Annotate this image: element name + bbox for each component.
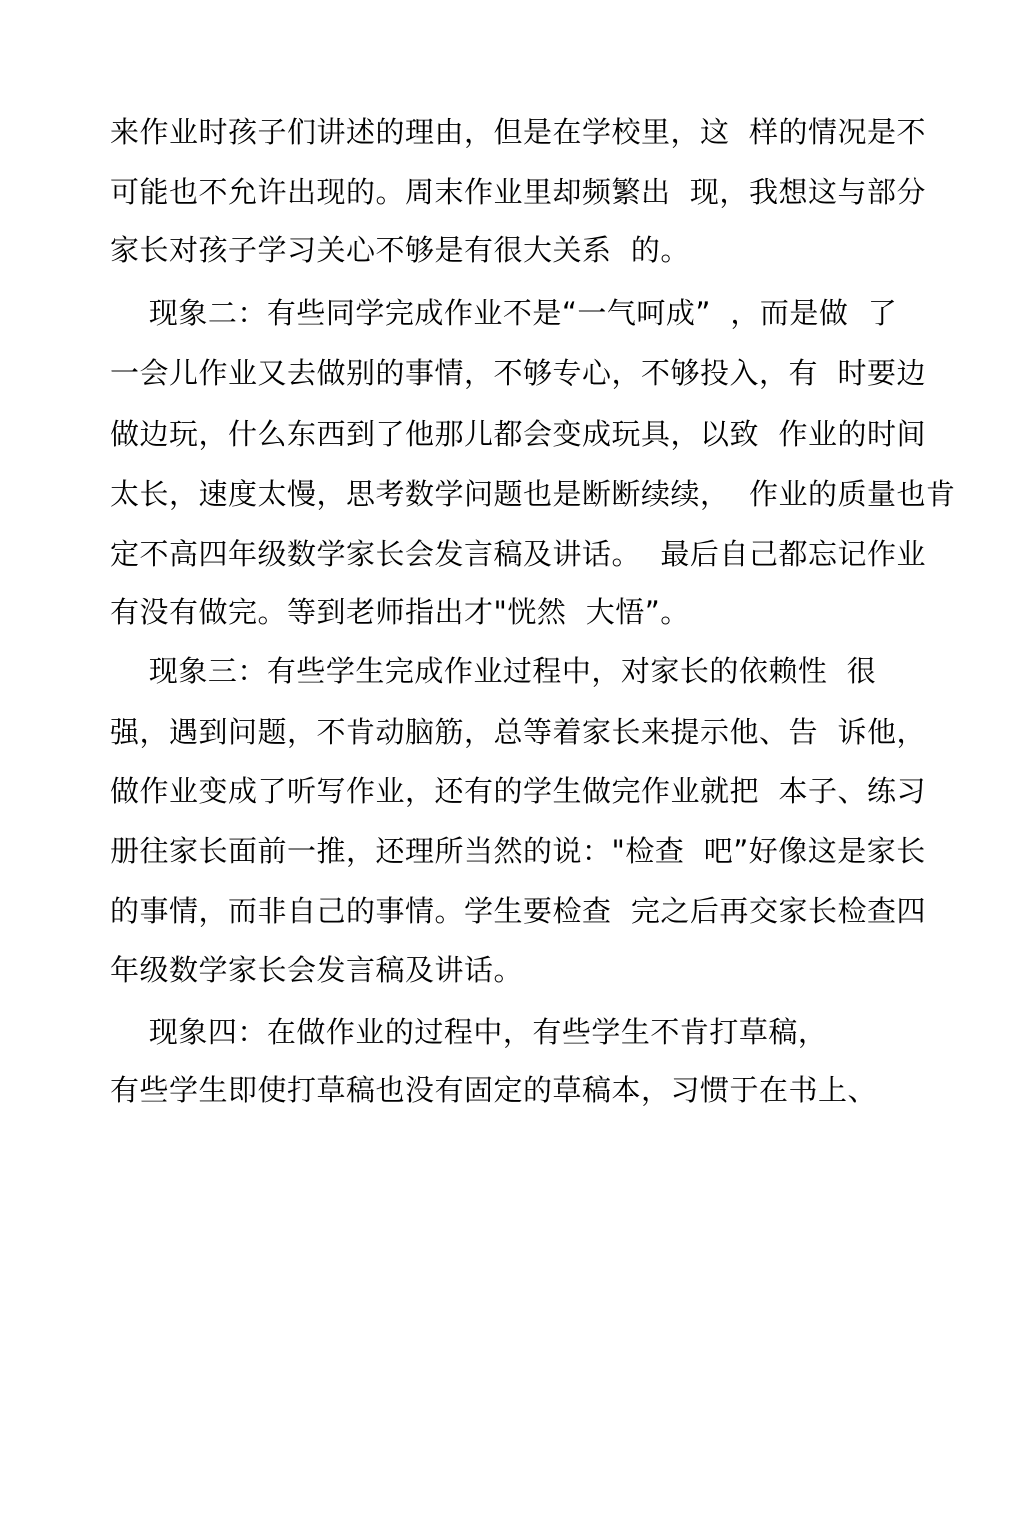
text-line: 有没有做完。等到老师指出才"恍然 大悟”。 bbox=[110, 595, 690, 629]
text-line: 册往家长面前一推，还理所当然的说："检查 吧”好像这是家长 bbox=[110, 834, 926, 868]
paragraph-start-line: 现象四：在做作业的过程中，有些学生不肯打草稿， bbox=[110, 1015, 828, 1049]
paragraph-start-line: 现象三：有些学生完成作业过程中，对家长的依赖性 很 bbox=[110, 654, 877, 688]
text-line: 定不高四年级数学家长会发言稿及讲话。 最后自己都忘记作业 bbox=[110, 537, 926, 571]
text-line: 的事情，而非自己的事情。学生要检查 完之后再交家长检查四 bbox=[110, 894, 926, 928]
text-line: 来作业时孩子们讲述的理由，但是在学校里，这 样的情况是不 bbox=[110, 115, 926, 149]
text-line: 一会儿作业又去做别的事情，不够专心，不够投入，有 时要边 bbox=[110, 356, 926, 390]
paragraph-start-line: 现象二：有些同学完成作业不是“一气呵成” ，而是做 了 bbox=[110, 296, 898, 330]
text-line: 做作业变成了听写作业，还有的学生做完作业就把 本子、练习 bbox=[110, 774, 926, 808]
text-line: 家长对孩子学习关心不够是有很大关系 的。 bbox=[110, 233, 690, 267]
text-line: 强，遇到问题，不肯动脑筋，总等着家长来提示他、告 诉他， bbox=[110, 715, 926, 749]
text-line: 年级数学家长会发言稿及讲话。 bbox=[110, 953, 524, 987]
text-line: 做边玩，什么东西到了他那儿都会变成玩具，以致 作业的时间 bbox=[110, 417, 926, 451]
text-line: 太长，速度太慢，思考数学问题也是断断续续， 作业的质量也肯 bbox=[110, 477, 956, 511]
text-line: 有些学生即使打草稿也没有固定的草稿本，习惯于在书上、 bbox=[110, 1073, 878, 1107]
text-line: 可能也不允许出现的。周末作业里却频繁出 现，我想这与部分 bbox=[110, 175, 926, 209]
